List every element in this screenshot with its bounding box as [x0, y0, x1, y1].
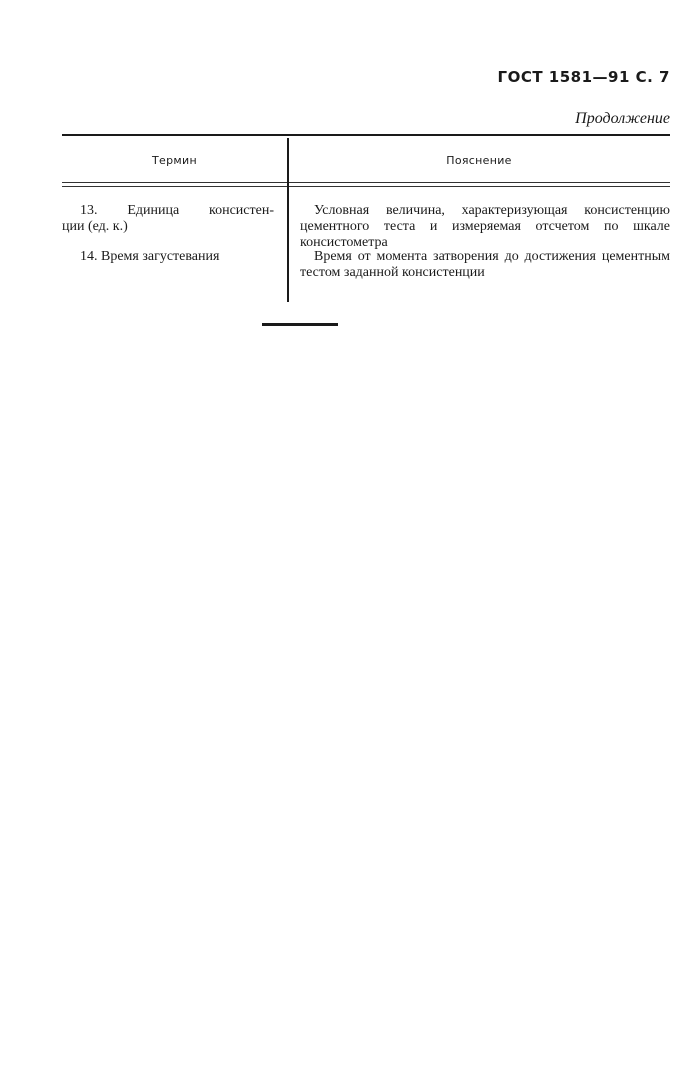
table-row-13-term: [62, 203, 274, 235]
table-top-rule: [62, 134, 670, 136]
term-13-line1: 13. Единица консистен-: [80, 203, 274, 218]
table-row-14-explanation: Время от момента затворения до достижения цементным тестом заданной консистенции: [300, 249, 670, 280]
header-rule-upper: [62, 182, 670, 183]
column-divider: [287, 138, 289, 302]
column-header-explanation: Пояснение: [446, 154, 512, 167]
column-header-term: Термин: [152, 154, 197, 167]
page-header: ГОСТ 1581—91 С. 7: [497, 68, 670, 86]
term-13-line2: ции (ед. к.): [62, 219, 128, 234]
table-row-14-term: 14. Время загустевания: [80, 249, 220, 264]
header-rule-lower: [62, 186, 670, 187]
end-of-section-rule: [262, 323, 338, 326]
continuation-label: Продолжение: [575, 110, 670, 127]
terms-table: [62, 134, 670, 304]
table-row-13-explanation: Условная величина, характеризующая консистенцию цементного теста и измеряемая отсчетом по шкале консистометра: [300, 203, 670, 250]
